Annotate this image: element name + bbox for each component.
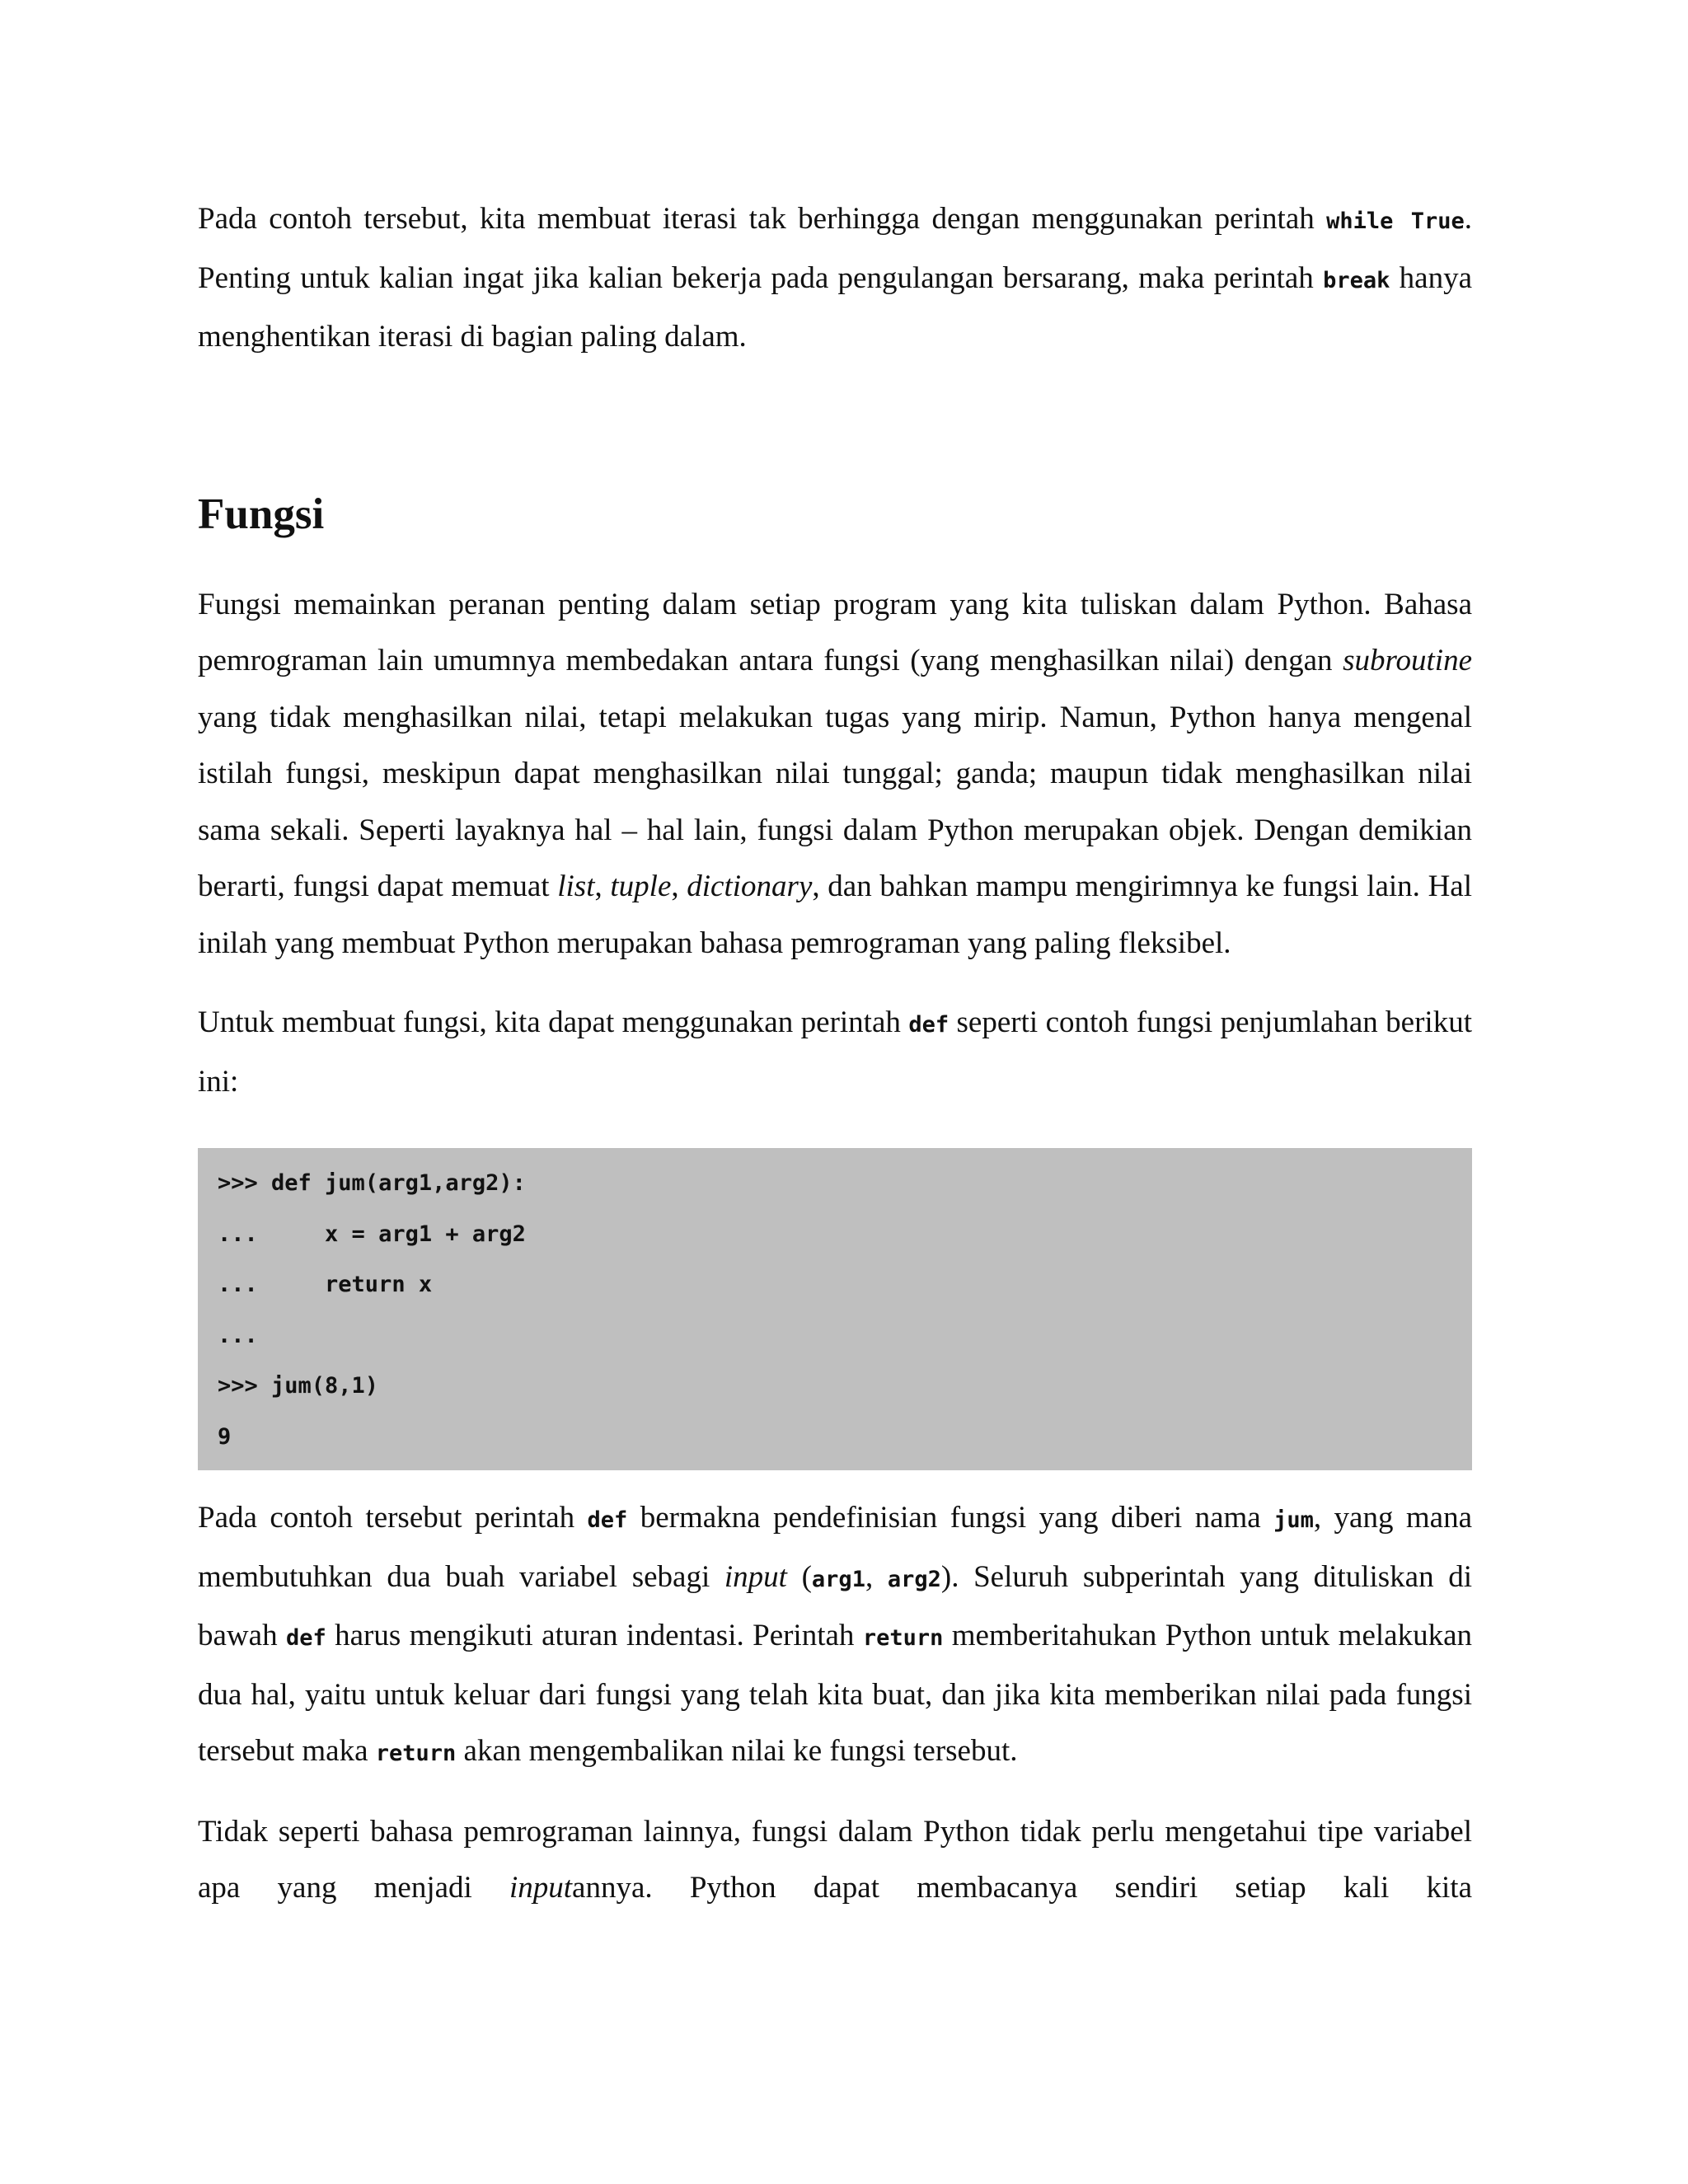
- text: ,: [594, 869, 611, 903]
- paragraph-def-explain: [198, 1490, 1472, 1783]
- text: ,: [865, 1559, 888, 1594]
- inline-code-arg2: arg2: [887, 1566, 941, 1592]
- text: annya. Python dapat membacanya sendiri setiap kali kita: [572, 1871, 1473, 1905]
- text: Pada contoh tersebut, kita membuat iterasi tak berhingga dengan menggunakan perintah: [198, 202, 1327, 236]
- inline-code-def: def: [587, 1507, 628, 1533]
- italic-term: input: [509, 1871, 573, 1905]
- inline-code-return: return: [375, 1741, 457, 1766]
- code-line: ...: [218, 1322, 258, 1348]
- code-line: >>> jum(8,1): [218, 1373, 379, 1399]
- paragraph-def-intro: [198, 995, 1472, 1110]
- text: akan mengembalikan nilai ke fungsi tersebut.: [456, 1734, 1018, 1768]
- italic-term: list: [557, 869, 595, 903]
- text: . Penting untuk kalian ingat jika kalian bekerja pada pengulangan bersarang, maka perintah: [198, 202, 1472, 295]
- text: , yang mana membutuhkan dua buah variabel sebagi: [198, 1501, 1472, 1594]
- document-page: [198, 191, 1472, 1917]
- italic-term: dictionary: [687, 869, 813, 903]
- code-block: [198, 1148, 1472, 1470]
- text: Untuk membuat fungsi, kita dapat menggunakan perintah: [198, 1005, 909, 1039]
- inline-code-break: break: [1323, 267, 1390, 293]
- text: harus mengikuti aturan indentasi. Perintah: [326, 1619, 863, 1652]
- paragraph-tidak-seperti: [198, 1804, 1472, 1917]
- text: Pada contoh tersebut perintah: [198, 1501, 588, 1535]
- text: bermakna pendefinisian fungsi yang diberi nama: [627, 1501, 1274, 1535]
- inline-code-while-true: while True: [1326, 209, 1465, 234]
- text: (: [786, 1559, 812, 1594]
- inline-code-jum: jum: [1273, 1507, 1314, 1533]
- italic-term: tuple: [610, 869, 672, 903]
- inline-code-return: return: [862, 1625, 944, 1651]
- italic-term: subroutine: [1343, 644, 1472, 677]
- text: Fungsi memainkan peranan penting dalam setiap program yang kita tuliskan dalam Python. Bahasa pemrograman lain umumnya membedakan antara fungsi (yang menghasilkan nilai) dengan: [198, 587, 1472, 677]
- inline-code-def: def: [285, 1625, 326, 1651]
- text: yang tidak menghasilkan nilai, tetapi melakukan tugas yang mirip. Namun, Python hanya mengenal istilah fungsi, meskipun dapat menghasilkan nilai tunggal; ganda; maupun tidak menghasilkan nilai sama sekali. Seperti layaknya hal – hal lain, fungsi dalam Python merupakan objek. Dengan demikian berarti, fungsi dapat memuat: [198, 700, 1472, 903]
- code-line: 9: [218, 1423, 232, 1450]
- code-line: >>> def jum(arg1,arg2):: [218, 1170, 526, 1196]
- inline-code-def: def: [908, 1012, 950, 1038]
- text: ). Seluruh subperintah yang dituliskan di bawah: [198, 1559, 1472, 1652]
- code-line: ... return x: [218, 1272, 433, 1297]
- paragraph-intro: [198, 191, 1472, 366]
- section-heading: Fungsi: [198, 490, 325, 538]
- italic-term: input: [724, 1559, 787, 1594]
- inline-code-arg1: arg1: [811, 1566, 865, 1592]
- text: , dan bahkan mampu mengirimnya ke fungsi lain. Hal inilah yang membuat Python merupakan bahasa pemrograman yang paling fleksibel.: [198, 869, 1472, 960]
- text: ,: [671, 869, 687, 903]
- paragraph-fungsi: [198, 577, 1472, 972]
- text: memberitahukan Python untuk melakukan dua hal, yaitu untuk keluar dari fungsi yang telah kita buat, dan jika kita memberikan nilai pada fungsi tersebut maka: [198, 1619, 1472, 1768]
- text: hanya menghentikan iterasi di bagian paling dalam.: [198, 260, 1472, 354]
- code-line: ... x = arg1 + arg2: [218, 1221, 526, 1247]
- text: seperti contoh fungsi penjumlahan berikut ini:: [198, 1005, 1472, 1099]
- text: Tidak seperti bahasa pemrograman lainnya, fungsi dalam Python tidak perlu mengetahui tipe variabel apa yang menjadi: [198, 1814, 1472, 1905]
